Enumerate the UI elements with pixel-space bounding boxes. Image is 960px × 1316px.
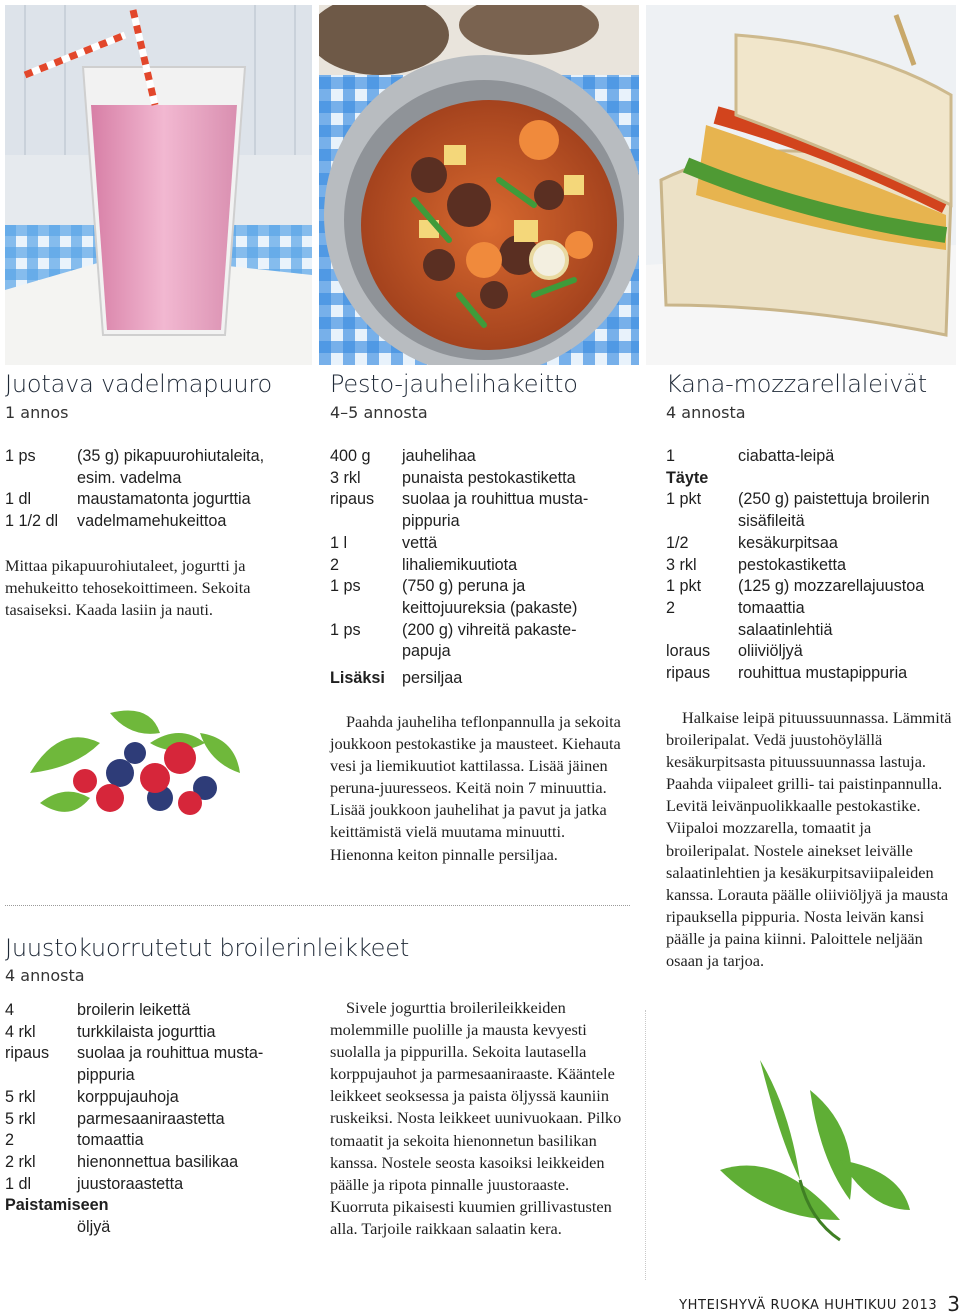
ingredient-name: pestokastiketta [738,555,846,574]
ingredient-qty: ripaus [666,664,711,683]
ingredient-row [5,511,305,533]
ingredient-name: kesäkurpitsaa [738,533,838,552]
ingredient-qty: 5 rkl [5,1109,36,1128]
ingredient-qty: 2 rkl [5,1152,36,1171]
ingredient-row [666,641,956,663]
fry-label-row [5,1195,295,1217]
ingredient-name: jauhelihaa [402,447,476,465]
ingredient-row [666,663,956,685]
filling-label: Täyte [666,468,709,487]
ingredient-row [666,620,956,642]
ingredient-qty: 4 rkl [5,1022,36,1041]
recipe-pesto-ingredients [330,446,630,690]
ingredient-qty: 1 ps [5,447,36,465]
ingredient-name: vadelmamehukeittoa [77,512,227,531]
recipe-vadelma-servings: 1 annos [5,403,69,422]
ingredient-row [666,446,956,468]
ingredient-name: (35 g) pikapuurohiutaleita, esim. vadelma [77,447,265,487]
recipe-kana-title: Kana-mozzarellaleivät [666,370,927,398]
method-text: Halkaise leipä pituussuunnassa. Lämmitä broileripalat. Vedä juustohöylällä kesäkurpitsasta pituussuunnassa lastuja. Paahda viipaleet grilli- tai paistinpannulla. Levitä leivänpuolikkaalle pestokastike. Viipaloi mozzarella, tomaatit ja broileripalat. Nostele ainekset leivälle salaatinlehtien ja kesäkurpitsaviipaleiden kanssa. Lorauta päälle oliiviöljyä ja mausta ripauksella pippuria. Nosta leivän kansi päälle ja paina kiinni. Paloittele neljään osaan ja tarjoa. [666,708,952,971]
smoothie-photo [5,5,312,365]
ingredient-row [5,1152,295,1174]
ingredient-row [330,576,630,619]
ingredient-name: ciabatta-leipä [738,447,835,465]
ingredient-qty: 1 ps [330,620,361,639]
ingredient-row-extra [330,668,630,690]
method-text: Sivele jogurttia broilerileikkeiden molemmille puolille ja mausta kevyesti suolalla ja pippurilla. Sekoita lautasella korppujauhot ja parmesaaniraaste. Kääntele leikkeet seoksessa ja paista öljyssä kauniin ruskeiksi. Nosta leikkeet uunivuokaan. Pilko tomaatit ja sekoita hienonnetun basilikan kanssa. Nostele seosta kasoiksi leikkeiden päälle ja ripota pinnalle juustoraaste. Kuorruta pikaisesti kuumien grillivastusten alla. Tarjoile raikkaan salaatin kera. [330,998,622,1238]
magazine-name: YHTEISHYVÄ RUOKA HUHTIKUU 2013 [679,1298,938,1313]
page-footer [640,1290,960,1315]
ingredient-qty: 1/2 [666,533,689,552]
extra-item: persiljaa [402,669,463,688]
ingredient-name: korppujauhoja [77,1087,179,1106]
berries-photo [20,703,250,833]
ingredient-qty: 1 dl [5,490,32,509]
ingredient-row [330,620,630,663]
ingredient-name: tomaattia [738,598,805,617]
page-number: 3 [947,1292,960,1316]
ingredient-qty: 2 [666,598,676,617]
recipe-kana-method [666,707,954,972]
ingredient-row [5,1022,295,1044]
ingredient-name: vettä [402,533,438,552]
ingredient-qty: 5 rkl [5,1087,36,1106]
ingredient-name: (750 g) peruna ja keittojuureksia (pakaste) [402,577,578,617]
ingredient-name: oliiviöljyä [738,642,803,661]
extra-label: Lisäksi [330,669,385,688]
recipe-kana-ingredients [666,446,956,685]
ingredient-name: (125 g) mozzarellajuustoa [738,577,925,596]
ingredient-row [330,446,630,468]
ingredient-qty: 3 rkl [666,555,697,574]
ingredient-name: turkkilaista jogurttia [77,1022,216,1041]
method-text: Paahda jauheliha teflonpannulla ja sekoita joukkoon pestokastike ja mausteet. Kiehauta vesi ja liemikuutiot kattilassa. Lisää jäinen peruna-juuresseos. Keitä noin 7 minuuttia. Lisää joukkoon jauhelihat ja pavut ja jatka keittämistä vielä muutama minuutti. Hienonna keiton pinnalle persiljaa. [330,712,621,864]
ingredient-name: lihaliemikuutiota [402,555,518,574]
ingredient-row [5,1217,295,1239]
ingredient-row [330,468,630,490]
ingredient-row [666,598,956,620]
recipe-juusto-ingredients [5,1000,295,1239]
ingredient-qty: 1 1/2 dl [5,512,59,531]
ingredient-row [5,1109,295,1131]
ingredient-name: hienonnettua basilikaa [77,1152,239,1171]
ingredient-row [5,489,305,511]
recipe-juusto-servings: 4 annosta [5,966,85,985]
ingredient-name: suolaa ja rouhittua musta-pippuria [402,490,589,531]
ingredient-qty: ripaus [330,490,375,509]
sandwich-photo [646,5,956,365]
ingredient-qty: 1 ps [330,577,361,596]
ingredient-qty: 3 rkl [330,468,361,487]
ingredient-qty: 1 [666,447,676,465]
ingredient-qty: 1 dl [5,1174,32,1193]
recipe-juusto-method [330,997,622,1240]
ingredient-row [330,489,630,532]
recipe-pesto-servings: 4–5 annosta [330,403,428,422]
ingredient-qty: ripaus [5,1044,50,1063]
ingredient-row [5,446,305,489]
ingredient-qty [666,620,738,642]
ingredient-row [666,533,956,555]
column-divider [645,1010,646,1280]
herb-photo [700,1050,915,1250]
ingredient-name: maustamatonta jogurttia [77,490,251,509]
recipe-kana-servings: 4 annosta [666,403,746,422]
ingredient-row [5,1043,295,1086]
ingredient-row [666,576,956,598]
recipe-pesto-title: Pesto-jauhelihakeitto [330,370,578,398]
ingredient-name: (200 g) vihreitä pakaste-papuja [402,620,577,661]
soup-photo [319,5,639,365]
recipe-vadelma-ingredients [5,446,305,533]
section-divider [5,905,630,906]
ingredient-qty: 1 pkt [666,577,702,596]
fry-label: Paistamiseen [5,1196,109,1215]
ingredient-row [666,555,956,577]
recipe-vadelma-method [5,555,305,621]
ingredient-qty: 1 l [330,533,348,552]
method-text: Mittaa pikapuurohiutaleet, jogurtti ja mehukeitto tehosekoittimeen. Sekoita tasaiseksi. Kaada lasiin ja nauti. [5,556,251,620]
ingredient-name: juustoraastetta [77,1174,184,1193]
ingredient-name: salaatinlehtiä [738,620,833,639]
ingredient-row [5,1000,295,1022]
filling-label-row [666,468,956,490]
recipe-juusto-title: Juustokuorrutetut broilerinleikkeet [5,934,410,962]
ingredient-qty: 2 [5,1131,15,1150]
ingredient-name: parmesaaniraastetta [77,1109,225,1128]
ingredient-name: (250 g) paistettuja broilerin sisäfileitä [738,490,930,531]
ingredient-qty: loraus [666,642,711,661]
ingredient-qty: 1 pkt [666,490,702,509]
ingredient-row [5,1087,295,1109]
ingredient-qty [5,1217,77,1239]
ingredient-row [666,489,956,532]
ingredient-name: suolaa ja rouhittua musta-pippuria [77,1044,264,1085]
fry-item: öljyä [77,1218,111,1237]
recipe-pesto-method [330,711,630,866]
ingredient-row [330,533,630,555]
ingredient-row [5,1130,295,1152]
ingredient-name: rouhittua mustapippuria [738,664,908,683]
ingredient-qty: 4 [5,1001,15,1019]
ingredient-name: punaista pestokastiketta [402,468,576,487]
ingredient-name: broilerin leikettä [77,1001,191,1019]
ingredient-row [5,1174,295,1196]
recipe-vadelma-title: Juotava vadelmapuuro [5,370,272,398]
ingredient-name: tomaattia [77,1131,144,1150]
ingredient-row [330,555,630,577]
ingredient-qty: 400 g [330,447,371,465]
ingredient-qty: 2 [330,555,340,574]
